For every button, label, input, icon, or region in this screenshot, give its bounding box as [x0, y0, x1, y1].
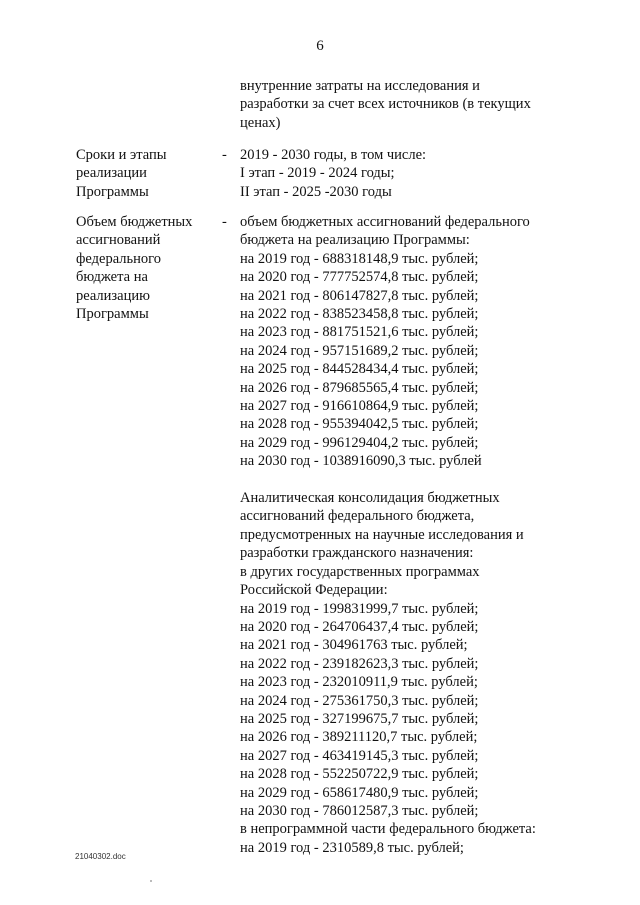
label-line: Сроки и этапы [76, 147, 167, 163]
label-line: федерального [76, 250, 161, 267]
intro-line: разработки за счет всех источников (в текущих [240, 96, 531, 113]
value-line: Аналитическая консолидация бюджетных [240, 490, 500, 507]
value-line: на 2026 год - 389211120,7 тыс. рублей; [240, 729, 478, 746]
section-label [76, 146, 216, 201]
value-line: II этап - 2025 -2030 годы [240, 183, 392, 200]
section-dash: - [222, 214, 227, 230]
value-line: на 2030 год - 786012587,3 тыс. рублей; [240, 802, 479, 819]
label-line: бюджета на [76, 269, 148, 286]
blank-line [240, 471, 580, 489]
value-line: на 2029 год - 996129404,2 тыс. рублей; [240, 434, 479, 451]
value-line: на 2020 год - 777752574,8 тыс. рублей; [240, 269, 479, 286]
value-line: на 2022 год - 239182623,3 тыс. рублей; [240, 655, 479, 672]
value-line: на 2026 год - 879685565,4 тыс. рублей; [240, 379, 479, 396]
value-line: на 2019 год - 688318148,9 тыс. рублей; [240, 250, 479, 267]
intro-text [240, 77, 580, 132]
value-line: на 2023 год - 232010911,9 тыс. рублей; [240, 674, 478, 691]
value-line: 2019 - 2030 годы, в том числе: [240, 147, 427, 163]
value-line: в непрограммной части федерального бюджета: [240, 821, 536, 838]
section-value [240, 146, 580, 201]
value-line: на 2029 год - 658617480,9 тыс. рублей; [240, 784, 479, 801]
label-line: ассигнований [76, 232, 161, 249]
label-line: Программы [76, 306, 149, 323]
value-line: на 2027 год - 463419145,3 тыс. рублей; [240, 747, 479, 764]
value-line: бюджета на реализацию Программы: [240, 232, 470, 249]
value-line: на 2021 год - 304961763 тыс. рублей; [240, 637, 468, 654]
value-line: на 2020 год - 264706437,4 тыс. рублей; [240, 618, 479, 635]
value-line: на 2024 год - 957151689,2 тыс. рублей; [240, 342, 479, 359]
value-line: в других государственных программах [240, 563, 480, 580]
intro-line: внутренние затраты на исследования и [240, 78, 480, 94]
scan-speck [150, 880, 152, 882]
section-label [76, 213, 216, 323]
value-line: на 2019 год - 2310589,8 тыс. рублей; [240, 839, 464, 856]
label-line: Программы [76, 183, 149, 200]
value-line: I этап - 2019 - 2024 годы; [240, 165, 395, 182]
value-line: на 2030 год - 1038916090,3 тыс. рублей [240, 453, 482, 470]
value-line: на 2024 год - 275361750,3 тыс. рублей; [240, 692, 479, 709]
value-line: на 2022 год - 838523458,8 тыс. рублей; [240, 306, 479, 323]
value-line: на 2021 год - 806147827,8 тыс. рублей; [240, 287, 479, 304]
label-line: реализацию [76, 287, 150, 304]
value-line: на 2025 год - 844528434,4 тыс. рублей; [240, 361, 479, 378]
label-line: реализации [76, 165, 147, 182]
footer-filename: 21040302.doc [75, 852, 126, 861]
section-dash: - [222, 147, 227, 163]
value-line: на 2019 год - 199831999,7 тыс. рублей; [240, 600, 479, 617]
value-line: на 2023 год - 881751521,6 тыс. рублей; [240, 324, 479, 341]
label-line: Объем бюджетных [76, 214, 193, 230]
value-line: объем бюджетных ассигнований федерального [240, 214, 530, 230]
value-line: Российской Федерации: [240, 582, 388, 599]
value-line: на 2027 год - 916610864,9 тыс. рублей; [240, 398, 479, 415]
value-line: ассигнований федерального бюджета, [240, 508, 475, 525]
value-line: на 2028 год - 552250722,9 тыс. рублей; [240, 766, 479, 783]
value-line: предусмотренных на научные исследования и [240, 526, 524, 543]
page-number: 6 [316, 38, 324, 54]
section-value [240, 213, 580, 857]
value-line: разработки гражданского назначения: [240, 545, 474, 562]
value-line: на 2028 год - 955394042,5 тыс. рублей; [240, 416, 479, 433]
value-line: на 2025 год - 327199675,7 тыс. рублей; [240, 710, 479, 727]
intro-line: ценах) [240, 114, 281, 131]
